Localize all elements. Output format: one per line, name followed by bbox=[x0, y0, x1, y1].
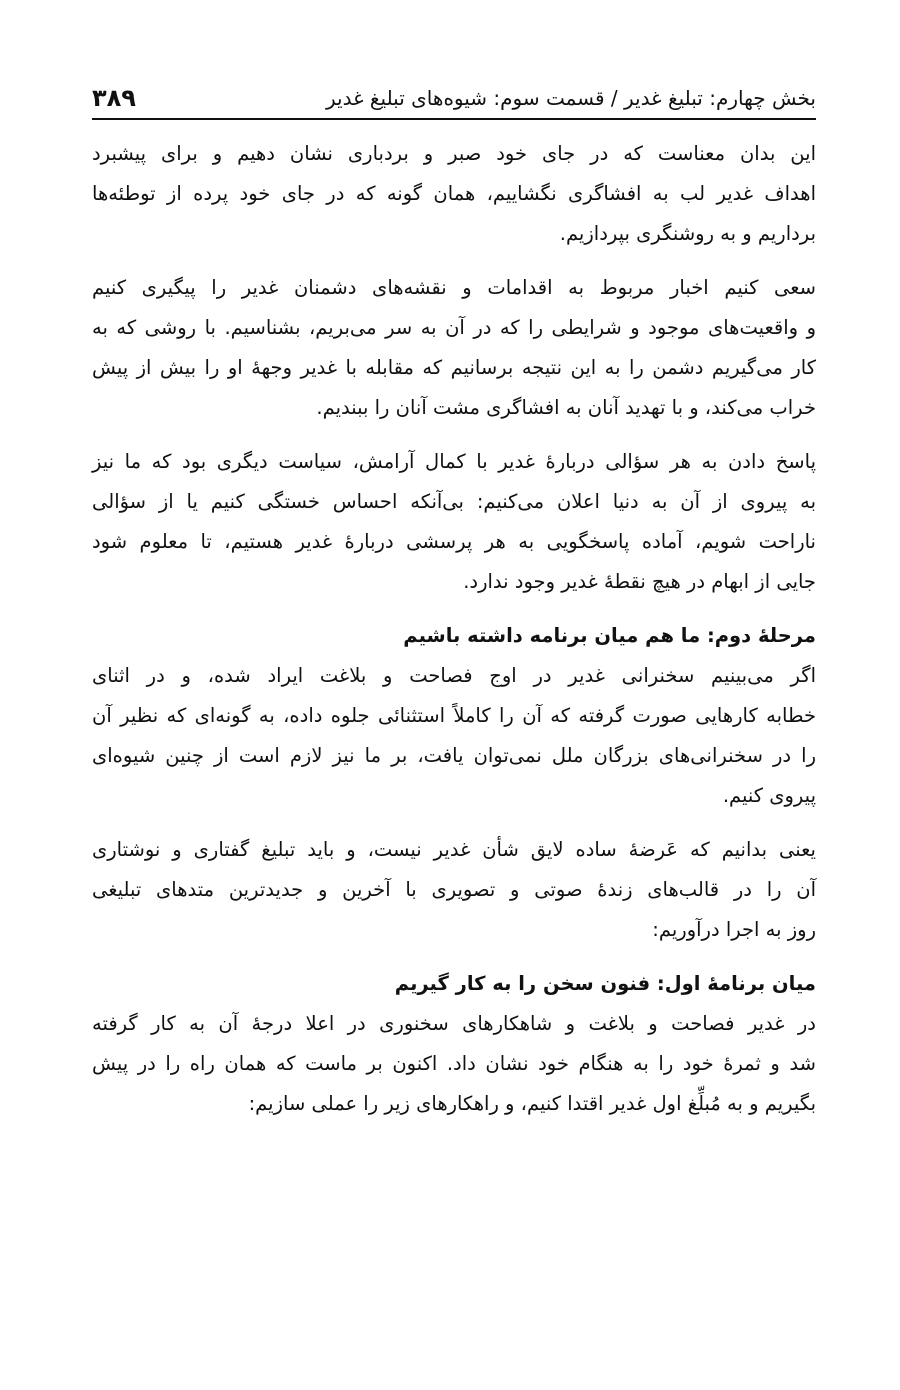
running-header bbox=[92, 62, 816, 120]
text-line: پیروی کنیم. bbox=[722, 784, 816, 807]
text-line: را در سخنرانی‌های بزرگان ملل نمی‌توان یافت، بر ما نیز لازم است از چنین شیوه‌ای bbox=[92, 744, 816, 767]
paragraph-5 bbox=[92, 830, 816, 950]
text-line: در غدیر فصاحت و بلاغت و شاهکارهای سخنوری در اعلا درجهٔ آن به کار گرفته bbox=[92, 1012, 816, 1035]
text-line: و واقعیت‌های موجود و شرایطی را که در آن به سر می‌بریم، بشناسیم. با روشی که به bbox=[92, 316, 816, 339]
page-number: ۳۸۹ bbox=[92, 84, 136, 112]
paragraph-2 bbox=[92, 268, 816, 428]
text-line: جایی از ابهام در هیچ نقطهٔ غدیر وجود ندارد. bbox=[463, 570, 816, 593]
text-line: خراب می‌کند، و با تهدید آنان به افشاگری مشت آنان را ببندیم. bbox=[316, 396, 816, 419]
text-line: بگیریم و به مُبلِّغ اول غدیر اقتدا کنیم، و راهکارهای زیر را عملی سازیم: bbox=[248, 1092, 816, 1115]
text-line: کار می‌گیریم دشمن را به این نتیجه برسانیم که مقابله با غدیر وجههٔ او را بیش از پیش bbox=[92, 356, 816, 379]
paragraph-1 bbox=[92, 134, 816, 254]
text-line: پاسخ دادن به هر سؤالی دربارهٔ غدیر با کمال آرامش، سیاست دیگری بود که ما نیز bbox=[92, 450, 816, 473]
text-line: روز به اجرا درآوریم: bbox=[652, 918, 816, 941]
section-heading-stage-two: مرحلهٔ دوم: ما هم میان برنامه داشته باشیم bbox=[403, 624, 816, 647]
text-line: خطابه کارهایی صورت گرفته که آن را کاملاً استثنائی جلوه داده، به گونه‌ای که نظیر آن bbox=[92, 704, 816, 727]
text-line: این بدان معناست که در جای خود صبر و بردباری نشان دهیم و برای پیشبرد bbox=[92, 142, 816, 165]
paragraph-3 bbox=[92, 442, 816, 602]
text-line: شد و ثمرهٔ خود را به هنگام خود نشان داد. اکنون بر ماست که همان راه را در پیش bbox=[92, 1052, 816, 1075]
text-line: آن را در قالب‌های زندهٔ صوتی و تصویری با آخرین و جدیدترین متدهای تبلیغی bbox=[92, 878, 816, 901]
text-line: به پیروی از آن به دنیا اعلان می‌کنیم: بی‌آنکه احساس خستگی کنیم یا از سؤالی bbox=[92, 490, 816, 513]
body-text bbox=[92, 134, 816, 1124]
text-line: یعنی بدانیم که عَرضهٔ ساده لایق شأن غدیر نیست، و باید تبلیغ گفتاری و نوشتاری bbox=[92, 838, 816, 861]
running-title: بخش چهارم: تبلیغ غدیر / قسمت سوم: شیوه‌های تبلیغ غدیر bbox=[325, 86, 816, 110]
book-page bbox=[92, 62, 816, 1138]
paragraph-6 bbox=[92, 1004, 816, 1124]
text-line: اهداف غدیر لب به افشاگری نگشاییم، همان گونه که در جای خود پرده از توطئه‌ها bbox=[92, 182, 816, 205]
paragraph-4 bbox=[92, 656, 816, 816]
text-line: ناراحت شویم، آماده پاسخگویی به هر پرسشی دربارهٔ غدیر هستیم، تا معلوم شود bbox=[92, 530, 816, 553]
text-line: سعی کنیم اخبار مربوط به اقدامات و نقشه‌های دشمنان غدیر را پیگیری کنیم bbox=[92, 276, 816, 299]
text-line: برداریم و به روشنگری بپردازیم. bbox=[559, 222, 816, 245]
text-line: اگر می‌بینیم سخنرانی غدیر در اوج فصاحت و بلاغت ایراد شده، و در اثنای bbox=[92, 664, 816, 687]
section-heading-first-interlude: میان برنامهٔ اول: فنون سخن را به کار گیریم bbox=[394, 972, 816, 995]
